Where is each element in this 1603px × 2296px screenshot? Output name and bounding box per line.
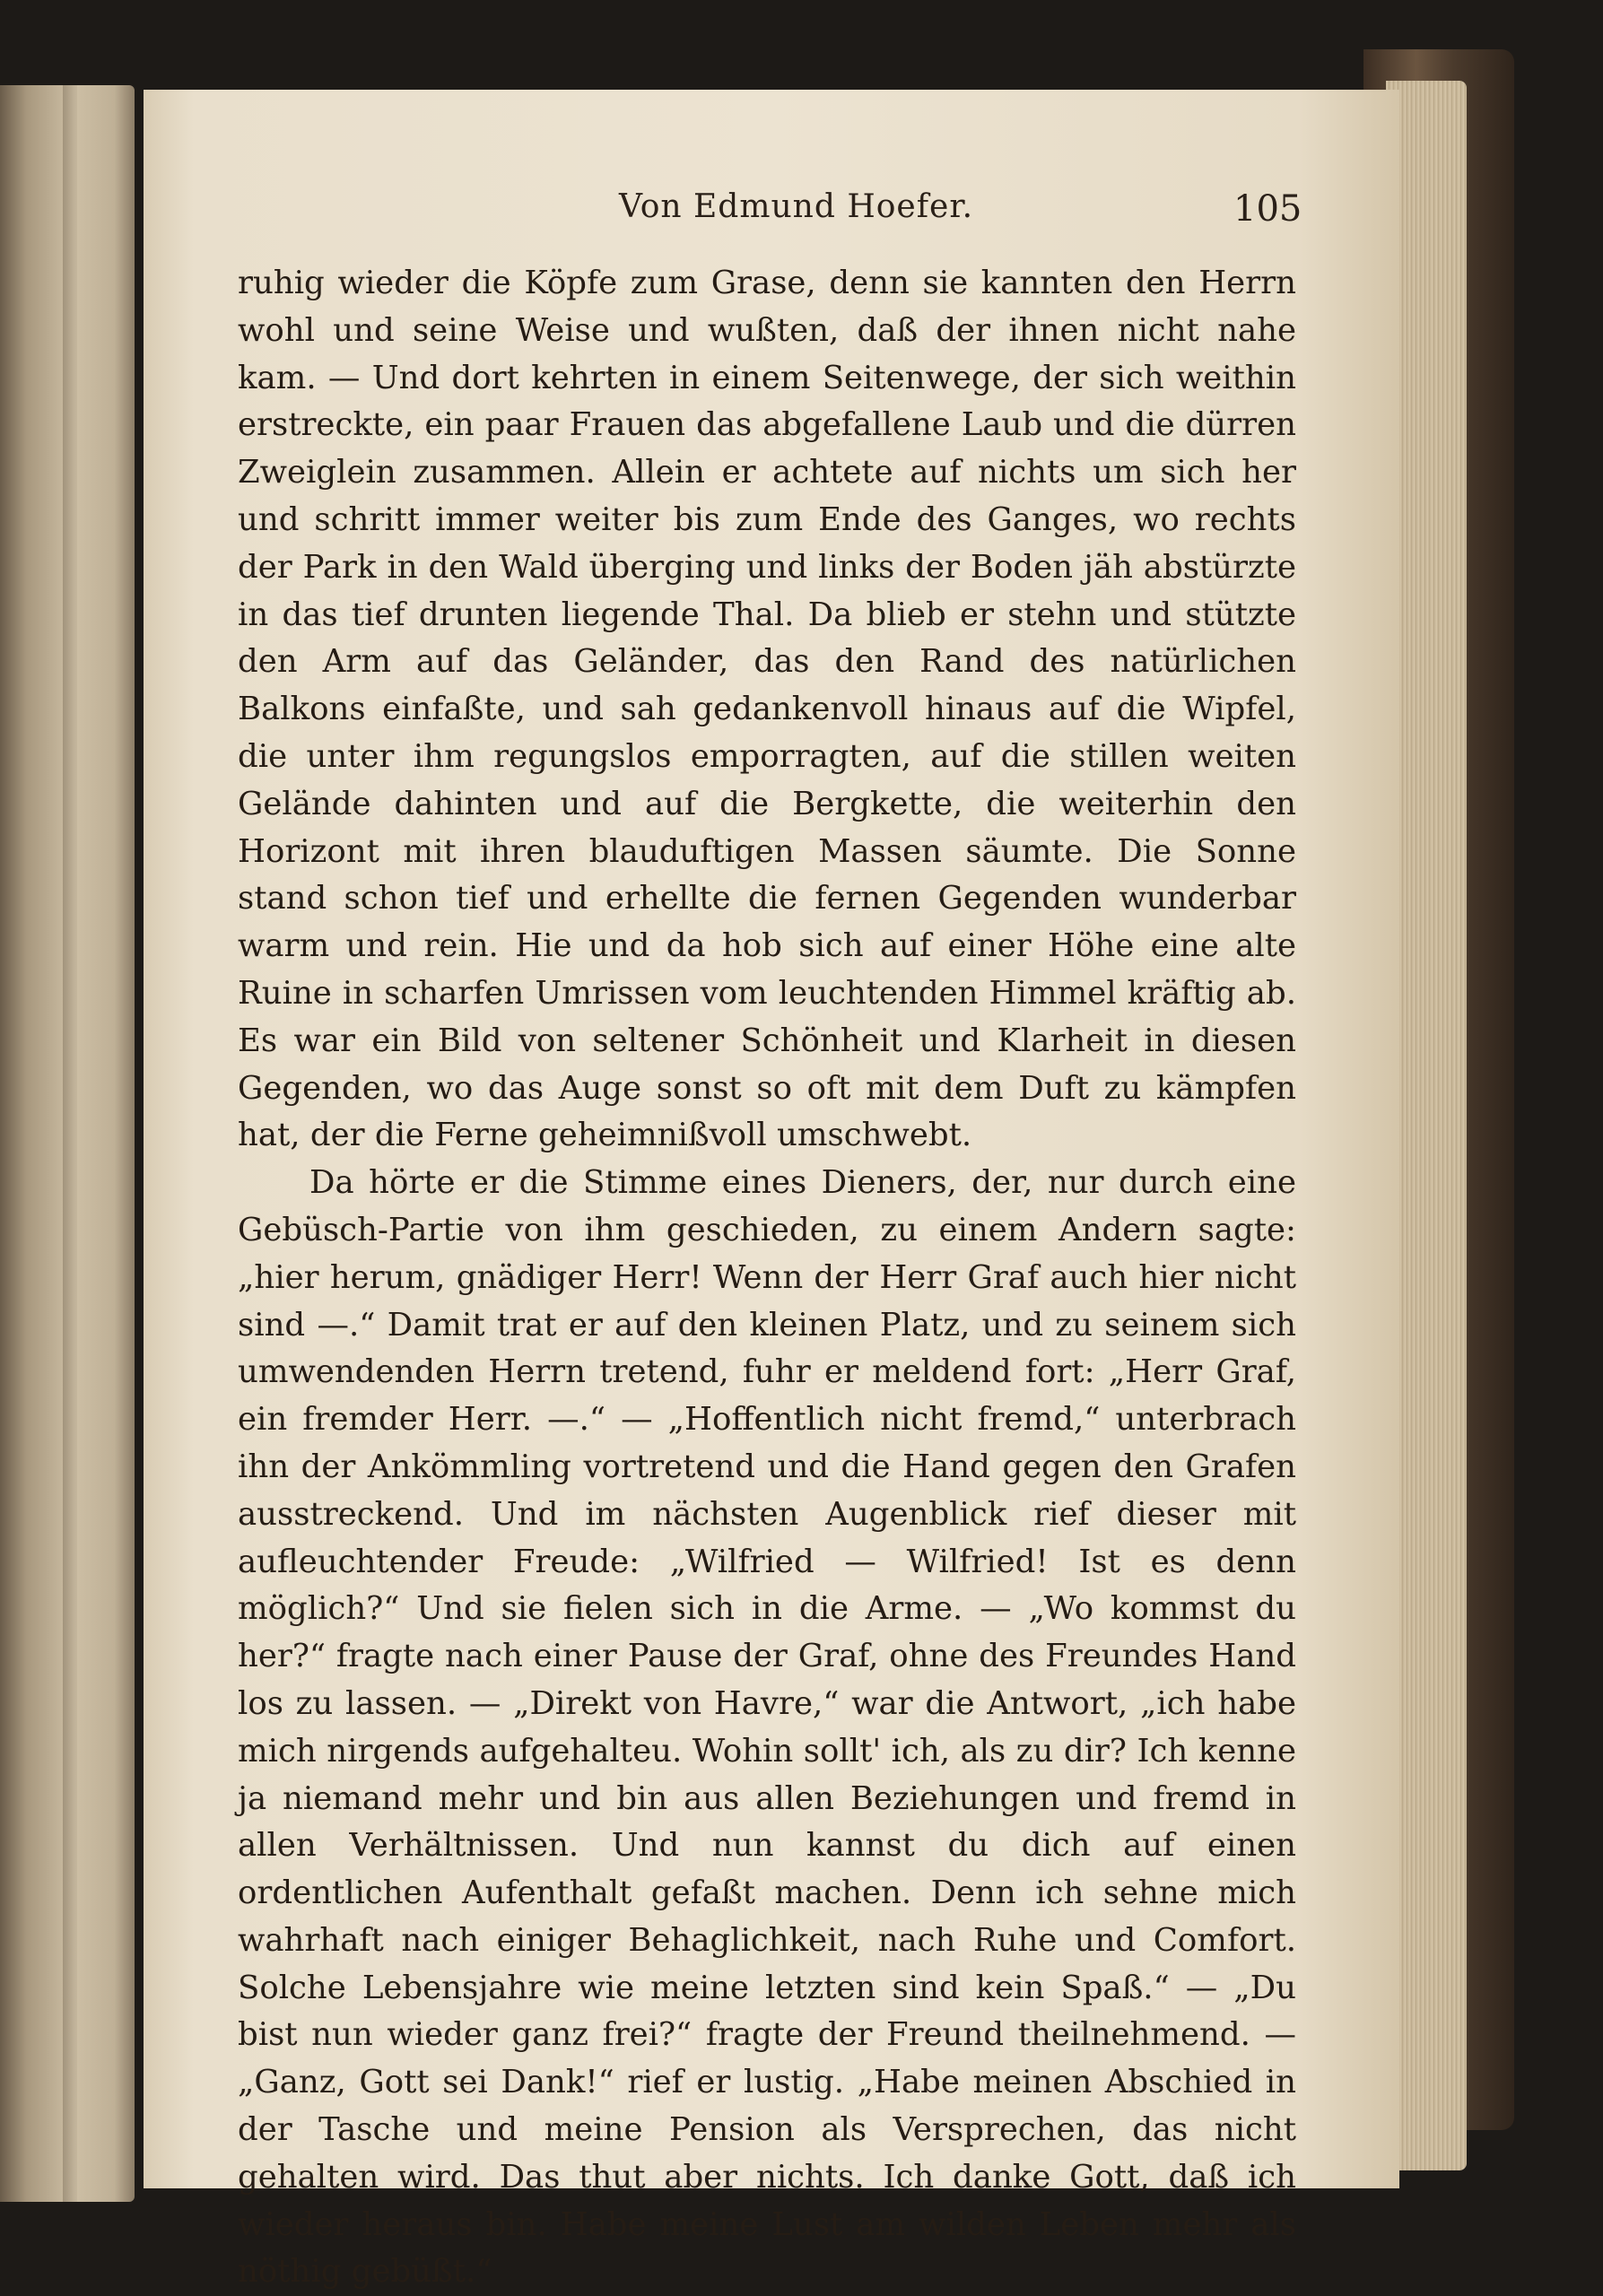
page-number: 105 [1233, 188, 1302, 230]
paragraph-2: Da hörte er die Stimme eines Dieners, der, nur durch eine Gebüsch-Partie von ihm geschieden, zu einem Andern sagte: „hier herum, gnädiger Herr! Wenn der Herr Graf auch hier nicht sind —.“ Damit trat er auf den kleinen Platz, und zu seinem sich umwendenden Herrn tretend, fuhr er meldend fort: „Herr Graf, ein fremder Herr. —.“ — „Hoffentlich nicht fremd,“ unterbrach ihn der Ankömmling vortretend und die Hand gegen den Grafen ausstreckend. Und im nächsten Augenblick rief dieser mit aufleuchtender Freude: „Wilfried — Wilfried! Ist es denn möglich?“ Und sie fielen sich in die Arme. — „Wo kommst du her?“ fragte nach einer Pause der Graf, ohne des Freundes Hand los zu lassen. — „Direkt von Havre,“ war die Antwort, „ich habe mich nirgends aufgehalteu. Wohin sollt' ich, als zu dir? Ich kenne ja niemand mehr und bin aus allen Beziehungen und fremd in allen Verhältnissen. Und nun kannst du dich auf einen ordentlichen Aufenthalt gefaßt machen. Denn ich sehne mich wahrhaft nach einiger Behaglichkeit, nach Ruhe und Comfort. Solche Lebensjahre wie meine letzten sind kein Spaß.“ — „Du bist nun wieder ganz frei?“ fragte der Freund theilnehmend. — „Ganz, Gott sei Dank!“ rief er lustig. „Habe meinen Abschied in der Tasche und meine Pension als Versprechen, das nicht gehalten wird. Das thut aber nichts. Ich danke Gott, daß ich wieder heraus bin. Habe meine Lust am wilden Leben mehr als nöthig gebüßt.“ [238, 1164, 1296, 2291]
page-header [144, 188, 1399, 242]
book-page [144, 90, 1399, 2291]
gutter-shadow [63, 85, 77, 2202]
running-head: Von Edmund Hoefer. [619, 188, 974, 225]
body-text [238, 260, 1296, 2296]
paragraph-1: ruhig wieder die Köpfe zum Grase, denn sie kannten den Herrn wohl und seine Weise und wußten, daß der ihnen nicht nahe kam. — Und dort kehrten in einem Seitenwege, der sich weithin erstreckte, ein paar Frauen das abgefallene Laub und die dürren Zweiglein zusammen. Allein er achtete auf nichts um sich her und schritt immer weiter bis zum Ende des Ganges, wo rechts der Park in den Wald überging und links der Boden jäh abstürzte in das tief drunten liegende Thal. Da blieb er stehn und stützte den Arm auf das Geländer, das den Rand des natürlichen Balkons einfaßte, und sah gedankenvoll hinaus auf die Wipfel, die unter ihm regungslos emporragten, auf die stillen weiten Gelände dahinten und auf die Bergkette, die weiterhin den Horizont mit ihren blauduftigen Massen säumte. Die Sonne stand schon tief und erhellte die fernen Gegenden wunderbar warm und rein. Hie und da hob sich auf einer Höhe eine alte Ruine in scharfen Umrissen vom leuchtenden Himmel kräftig ab. Es war ein Bild von seltener Schönheit und Klarheit in diesen Gegenden, wo das Auge sonst so oft mit dem Duft zu kämpfen hat, der die Ferne geheimnißvoll umschwebt. [238, 265, 1296, 1154]
